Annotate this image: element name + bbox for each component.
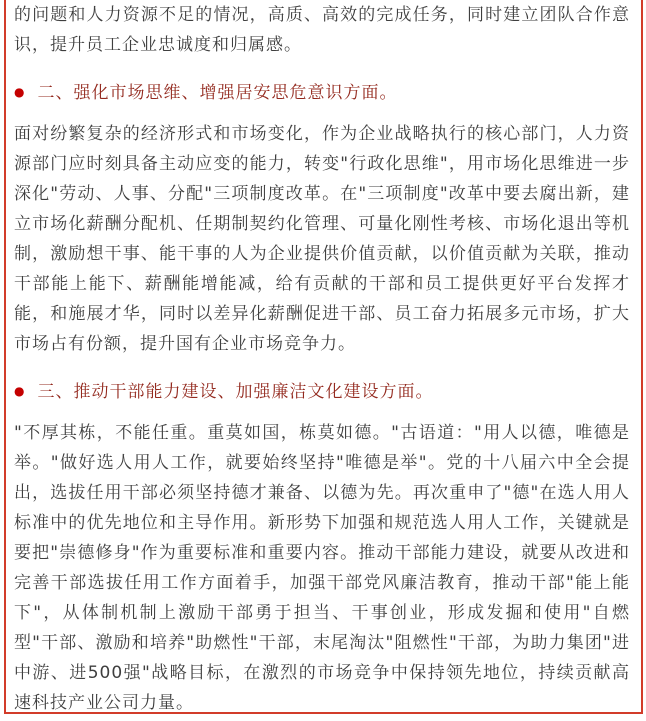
bullet-icon: ●	[14, 85, 26, 99]
bullet-icon: ●	[14, 384, 26, 398]
section-heading-three	[14, 377, 630, 408]
section-heading-two	[14, 78, 630, 109]
article-content	[14, 0, 630, 718]
section-heading-three-label: 三、推动干部能力建设、加强廉洁文化建设方面。	[37, 382, 434, 402]
section-three-paragraph: "不厚其栋，不能任重。重莫如国，栋莫如德。"古语道："用人以德，唯德是举。"做好选人用人工作，就要始终坚持"唯德是举"。党的十八届六中全会提出，选拔任用干部必须坚持德才兼备、以德为先。再次重申了"德"在选人用人标准中的优先地位和主导作用。新形势下加强和规范选人用人工作，关键就是要把"崇德修身"作为重要标准和重要内容。推动干部能力建设，就要从改进和完善干部选拔任用工作方面着手，加强干部党风廉洁教育，推动干部"能上能下"，从体制机制上激励干部勇于担当、干事创业，形成发掘和使用"自燃型"干部、激励和培养"助燃性"干部，末尾淘汰"阻燃性"干部，为助力集团"进中游、进500强"战略目标，在激烈的市场竞争中保持领先地位，持续贡献高速科技产业公司力量。	[14, 423, 630, 713]
intro-paragraph: 的问题和人力资源不足的情况，高质、高效的完成任务，同时建立团队合作意识，提升员工企业忠诚度和归属感。	[14, 5, 630, 55]
section-two-paragraph: 面对纷繁复杂的经济形式和市场变化，作为企业战略执行的核心部门，人力资源部门应时刻具备主动应变的能力，转变"行政化思维"，用市场化思维进一步深化"劳动、人事、分配"三项制度改革。在"三项制度"改革中要去腐出新，建立市场化薪酬分配机、任期制契约化管理、可量化刚性考核、市场化退出等机制，激励想干事、能干事的人为企业提供价值贡献，以价值贡献为关联，推动干部能上能下、薪酬能增能减，给有贡献的干部和员工提供更好平台发挥才能，和施展才华，同时以差异化薪酬促进干部、员工奋力拓展多元市场，扩大市场占有份额，提升国有企业市场竞争力。	[14, 124, 630, 354]
section-heading-two-label: 二、强化市场思维、增强居安思危意识方面。	[37, 83, 398, 103]
